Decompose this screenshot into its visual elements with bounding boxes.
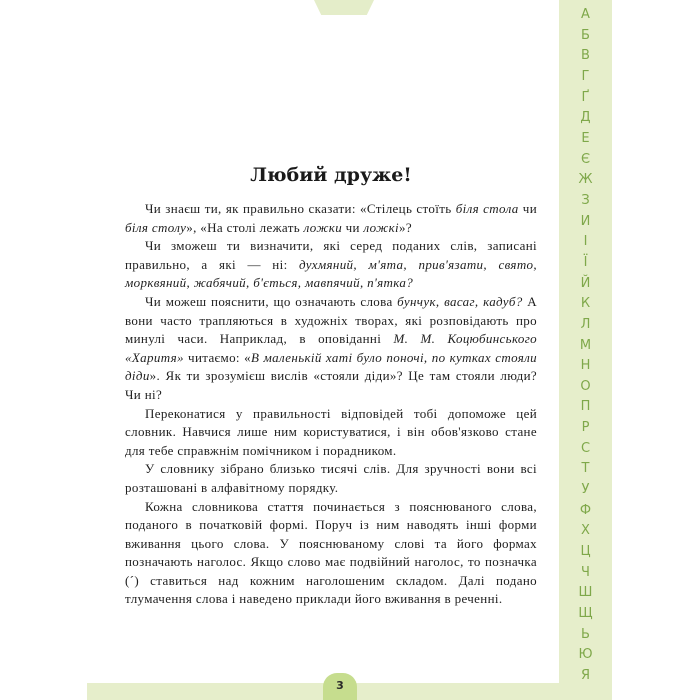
paragraph	[125, 405, 537, 461]
alphabet-letter[interactable]: Д	[580, 110, 591, 126]
text-segment: ». Як ти зрозумієш вислів «стояли діди»? Це там стояли люди? Чи ні?	[125, 368, 537, 402]
top-tab-decoration	[314, 0, 374, 15]
alphabet-letter[interactable]: Х	[581, 523, 590, 539]
text-segment: », «На столі лежать	[186, 219, 304, 235]
alphabet-letter[interactable]: Н	[580, 358, 591, 374]
paragraph	[125, 498, 537, 610]
alphabet-letter[interactable]: І	[583, 234, 588, 250]
alphabet-letter[interactable]: Б	[581, 27, 590, 43]
alphabet-letter[interactable]: Ґ	[581, 89, 590, 105]
body-text	[125, 200, 537, 609]
text-segment: Чи зможеш ти визначити, які серед поданих слів, записані правильно, а які — ні:	[125, 238, 537, 272]
alphabet-letter[interactable]: Й	[580, 275, 591, 291]
italic-example-text: ложкі	[363, 219, 400, 235]
alphabet-letter[interactable]: Ю	[578, 647, 593, 663]
text-segment: Переконатися у правильності відповідей тобі допоможе цей словник. Навчися лише ним користуватися, і він обов'язково стане для тебе справжнім помічником і порадником.	[125, 405, 537, 458]
alphabet-letter[interactable]: М	[579, 337, 592, 353]
paragraph	[125, 293, 537, 405]
alphabet-letter[interactable]: В	[581, 48, 590, 64]
alphabet-letter[interactable]: К	[580, 296, 591, 312]
text-segment: Чи можеш пояснити, що означають слова	[145, 293, 398, 309]
text-segment: Кожна словникова стаття починається з пояснюваного слова, поданого в початковій формі. Поруч із ним наводять інші форми вживання цього слова. У пояснюваному слові та його формах позначають наголос. Якщо слово має подвійний наголос, то позначка (´) ставиться над кожним наголошеним складом. Далі подано тлумачення слова і наведено приклади його вживання в реченні.	[125, 498, 537, 607]
text-segment: »?	[399, 219, 412, 235]
alphabet-letter[interactable]: З	[581, 192, 590, 208]
alphabet-letter[interactable]: Ш	[578, 585, 593, 601]
alphabet-letter[interactable]: Ї	[583, 254, 588, 270]
text-segment: чи	[342, 219, 364, 235]
page-title: Любий друже!	[250, 164, 412, 186]
italic-example-text: біля столу	[125, 219, 187, 235]
paragraph	[125, 237, 537, 293]
alphabet-letter[interactable]: Ь	[581, 626, 590, 642]
paragraph	[125, 460, 537, 497]
alphabet-letter[interactable]: И	[580, 213, 591, 229]
alphabet-letter[interactable]: П	[580, 399, 591, 415]
alphabet-letter[interactable]: С	[580, 440, 591, 456]
alphabet-letter[interactable]: Т	[581, 461, 590, 477]
alphabet-index-sidebar	[559, 0, 612, 700]
text-segment: А вони часто трапляються в художніх творах, які розповідають про минулі часи. Наприклад, в оповіданні	[125, 293, 537, 347]
alphabet-letter[interactable]: А	[581, 7, 590, 22]
alphabet-letter[interactable]: О	[580, 378, 591, 394]
italic-example-text: В маленькій хаті було поночі, по кутках стояли діди	[125, 349, 538, 384]
alphabet-letter[interactable]: Ф	[579, 502, 592, 518]
text-segment: Чи знаєш ти, як правильно сказати: «Стілець стоїть	[145, 201, 456, 216]
alphabet-letter[interactable]: Е	[581, 130, 590, 146]
alphabet-letter[interactable]: Ч	[581, 564, 590, 580]
italic-example-text: ложки	[303, 219, 343, 235]
italic-example-text: М. М. Коцюбинського «Харитя»	[125, 331, 538, 365]
text-segment: чи	[518, 201, 537, 216]
alphabet-letter[interactable]: У	[581, 482, 590, 498]
page-number-badge: 3	[323, 673, 357, 700]
text-segment: У словнику зібрано близько тисячі слів. Для зручності вони всі розташовані в алфавітному порядку.	[125, 461, 537, 495]
alphabet-letter[interactable]: Ж	[578, 172, 593, 188]
paragraph	[125, 200, 537, 237]
italic-example-text: бунчук, васаг, кадуб?	[397, 293, 523, 309]
alphabet-letter[interactable]: Я	[580, 668, 591, 683]
alphabet-letter[interactable]: Щ	[578, 606, 593, 622]
text-segment: читаємо: «	[183, 349, 251, 365]
italic-example-text: духмяний, м'ята, прив'язати, свято, морквяний, жабячий, б'ється, мавпячий, п'ятка?	[125, 256, 538, 291]
italic-example-text: біля стола	[455, 201, 519, 216]
alphabet-letter[interactable]: Л	[580, 316, 591, 332]
alphabet-letter[interactable]: Ц	[580, 544, 591, 560]
alphabet-letter[interactable]: Р	[581, 420, 590, 436]
alphabet-letter[interactable]: Г	[581, 68, 590, 84]
alphabet-letter[interactable]: Є	[580, 151, 591, 167]
